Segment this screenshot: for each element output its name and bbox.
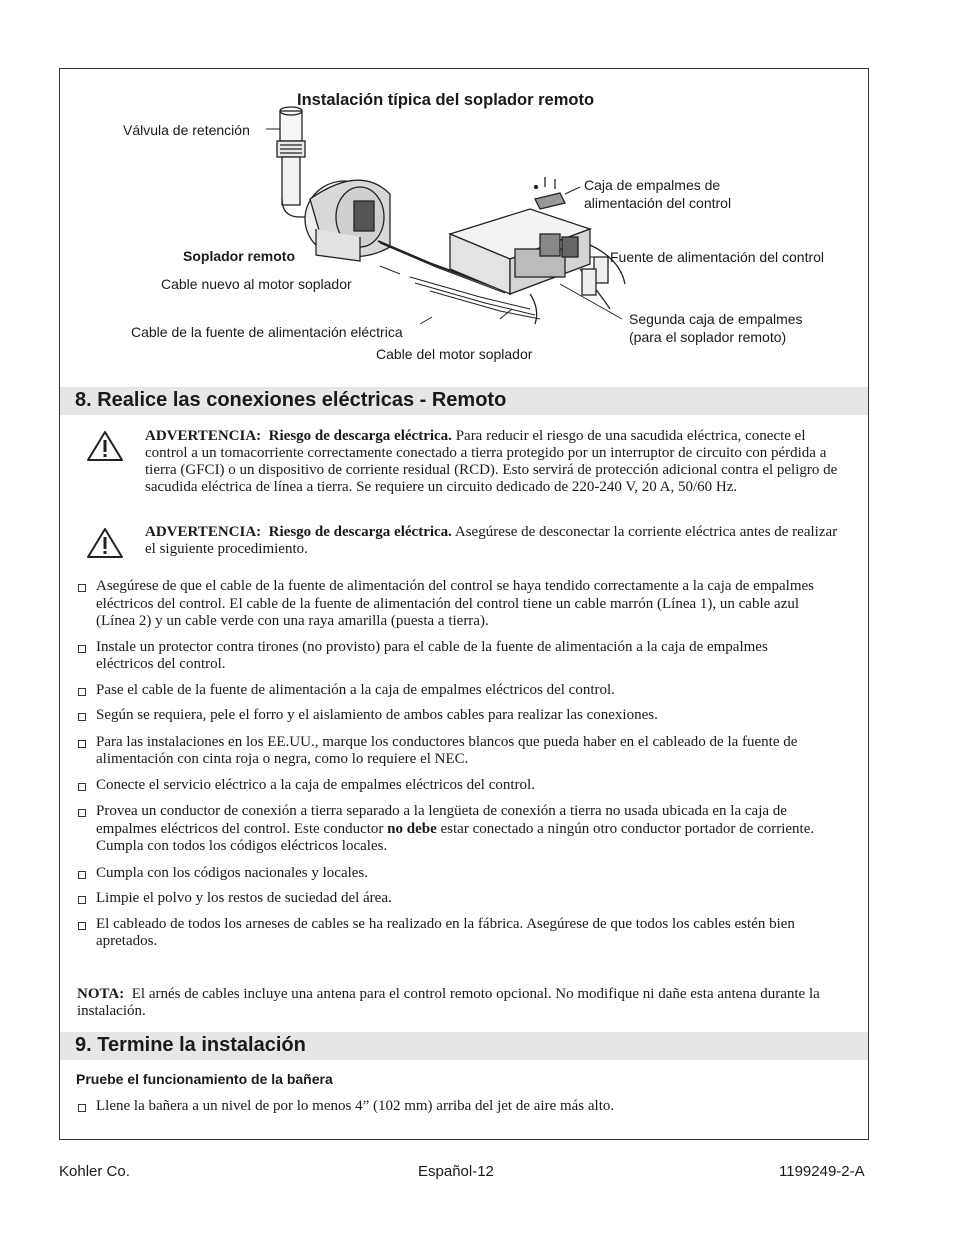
bullet-box-icon	[78, 783, 86, 791]
warning-1-lead: ADVERTENCIA:	[145, 428, 262, 444]
bullet-box-icon	[78, 688, 86, 696]
bullet-box-icon	[78, 896, 86, 904]
list-item-bold: no debe	[387, 820, 437, 837]
label-new-cable: Cable nuevo al motor soplador	[161, 276, 352, 292]
section-8-steps	[76, 578, 816, 951]
footer-page-number: Español-12	[418, 1163, 494, 1180]
list-item	[76, 865, 816, 883]
list-item	[76, 777, 816, 795]
bullet-box-icon	[78, 645, 86, 653]
section-9-header	[60, 1032, 868, 1060]
warning-2	[145, 524, 851, 558]
list-item-text: Limpie el polvo y los restos de suciedad del área.	[96, 890, 392, 906]
list-item-text: Conecte el servicio eléctrico a la caja de empalmes eléctricos del control.	[96, 776, 535, 793]
label-second-box-2: (para el soplador remoto)	[629, 329, 787, 345]
section-9-title: 9. Termine la instalación	[75, 1034, 306, 1056]
warning-2-lead: ADVERTENCIA:	[145, 524, 262, 540]
note-text: El arnés de cables incluye una antena para el control remoto opcional. No modifique ni dañe esta antena durante la instalación.	[77, 986, 820, 1019]
list-item-text: El cableado de todos los arneses de cables se ha realizado en la fábrica. Asegúrese de que todos los cables estén bien apretados.	[96, 915, 795, 949]
list-item	[76, 890, 816, 908]
installation-diagram	[60, 69, 868, 387]
list-item-text: estar conectado a ningún otro conductor portador de corriente. Cumpla con todos los códigos eléctricos locales.	[96, 820, 815, 854]
list-item	[76, 682, 816, 700]
section-8-title: 8. Realice las conexiones eléctricas - Remoto	[75, 389, 507, 411]
label-power-cable: Cable de la fuente de alimentación eléctrica	[131, 324, 403, 340]
list-item	[76, 803, 816, 856]
list-item-text: Cumpla con los códigos nacionales y locales.	[96, 864, 369, 881]
bullet-box-icon	[78, 1104, 86, 1112]
bullet-box-icon	[78, 713, 86, 721]
warning-1-risk: Riesgo de descarga eléctrica.	[268, 428, 452, 444]
bullet-box-icon	[78, 740, 86, 748]
label-junction-box-2: alimentación del control	[584, 195, 732, 211]
list-item-text: Instale un protector contra tirones (no provisto) para el cable de la fuente de alimentación a la caja de empalmes eléctricos del control.	[96, 638, 768, 672]
footer-doc-number: 1199249-2-A	[779, 1163, 865, 1180]
warning-icon	[86, 527, 124, 559]
bullet-box-icon	[78, 584, 86, 592]
label-remote-blower: Soplador remoto	[183, 248, 296, 264]
list-item-text: Asegúrese de que el cable de la fuente de alimentación del control se haya tendido correctamente a la caja de empalmes eléctricos del control. El cable de la fuente de alimentación del control tiene un cable marrón (Línea 1), un cable azul (Línea 2) y un cable verde con una raya amarilla (puesta a tierra).	[96, 578, 814, 629]
footer-company: Kohler Co.	[59, 1163, 130, 1180]
note	[77, 986, 837, 1020]
list-item-text: Provea un conductor de conexión a tierra separado a la lengüeta de conexión a tierra no usada ubicada en la caja de empalmes eléctricos del control. Este conductor	[96, 803, 787, 837]
diagram-title: Instalación típica del soplador remoto	[297, 91, 595, 109]
warning-2-text: Asegúrese de desconectar la corriente eléctrica antes de realizar el siguiente procedimiento.	[145, 524, 838, 557]
list-item-text: Pase el cable de la fuente de alimentación a la caja de empalmes eléctricos del control.	[96, 681, 615, 698]
list-item	[76, 916, 816, 951]
list-item	[76, 639, 816, 674]
list-item-text: Llene la bañera a un nivel de por lo menos 4” (102 mm) arriba del jet de aire más alto.	[96, 1098, 615, 1114]
bullet-box-icon	[78, 809, 86, 817]
label-motor-cable: Cable del motor soplador	[376, 346, 533, 362]
section-9-steps	[76, 1098, 816, 1116]
list-item	[76, 734, 816, 769]
list-item-text: Para las instalaciones en los EE.UU., marque los conductores blancos que pueda haber en el cableado de la fuente de alimentación con cinta roja o negra, como lo requiere el NEC.	[96, 733, 798, 767]
warning-1	[145, 428, 851, 496]
label-control-power: Fuente de alimentación del control	[610, 249, 825, 265]
label-second-box-1: Segunda caja de empalmes	[629, 311, 803, 327]
list-item	[76, 1098, 816, 1116]
label-check-valve: Válvula de retención	[123, 122, 250, 138]
list-item	[76, 578, 816, 631]
test-subheading: Pruebe el funcionamiento de la bañera	[76, 1071, 333, 1087]
warning-1-text: Para reducir el riesgo de una sacudida eléctrica, conecte el control a un tomacorriente correctamente conectado a tierra protegido por un interruptor de circuito con pérdida a tierra (GFCI) o un dispositivo de corriente residual (RCD). Esto servirá de protección adicional contra el peligro de sacudida eléctrica de línea a tierra. Se requiere un circuito dedicado de 220-240 V, 20 A, 50/60 Hz.	[145, 428, 838, 495]
label-junction-box-1: Caja de empalmes de	[584, 177, 721, 193]
bullet-box-icon	[78, 922, 86, 930]
list-item	[76, 707, 816, 725]
list-item-text: Según se requiera, pele el forro y el aislamiento de ambos cables para realizar las conexiones.	[96, 707, 658, 723]
warning-icon	[86, 430, 124, 462]
note-lead: NOTA:	[77, 986, 125, 1002]
bullet-box-icon	[78, 871, 86, 879]
warning-2-risk: Riesgo de descarga eléctrica.	[268, 524, 452, 540]
section-8-header	[60, 387, 868, 415]
